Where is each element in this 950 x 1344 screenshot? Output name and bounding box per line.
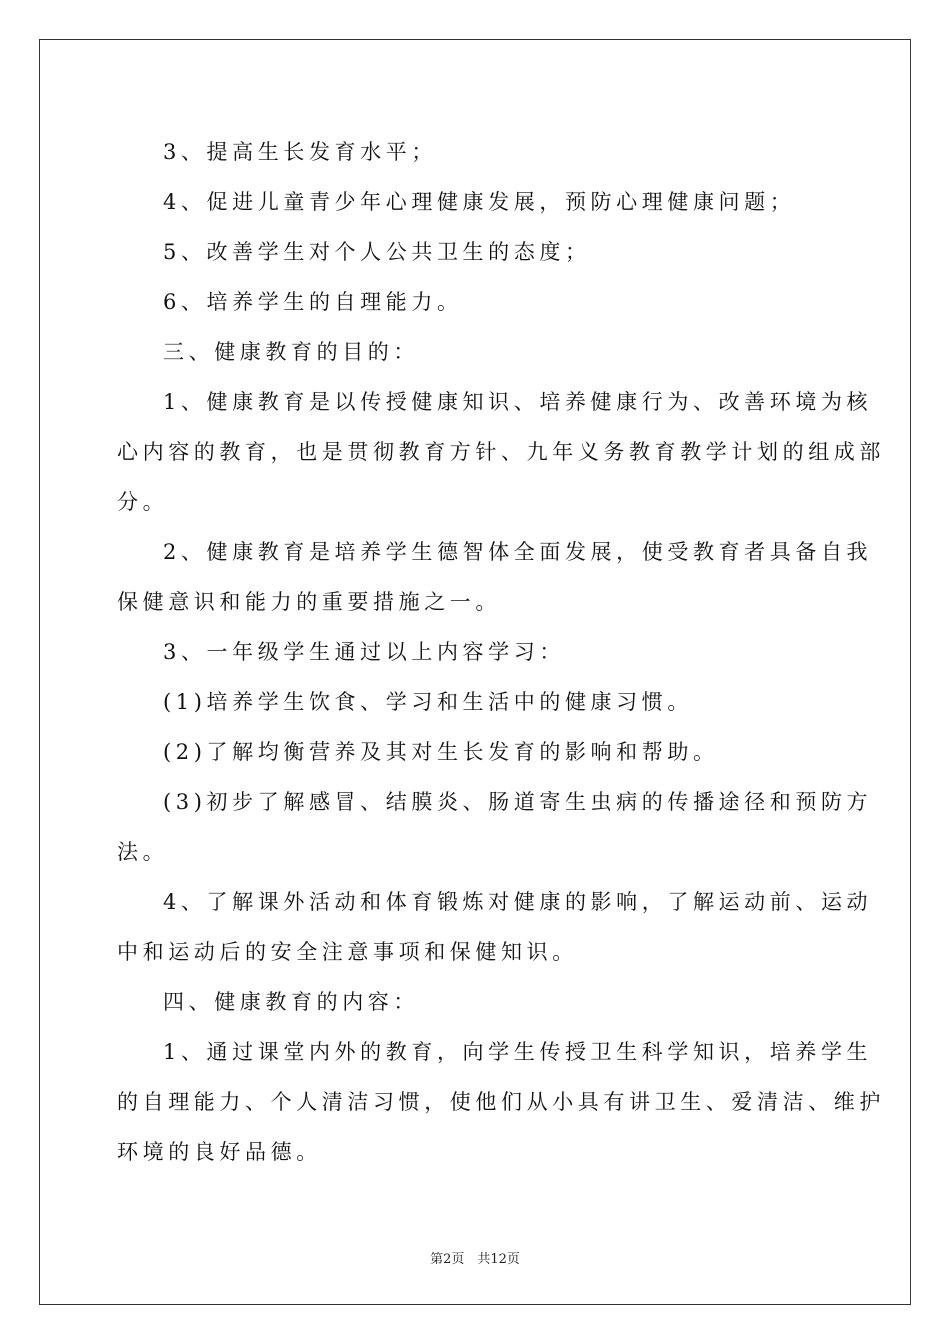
- text-line: 2、健康教育是培养学生德智体全面发展，使受教育者具备自我: [163, 540, 873, 564]
- text-line: 5、改善学生对个人公共卫生的态度；: [163, 240, 591, 264]
- text-line: 1、通过课堂内外的教育，向学生传授卫生科学知识，培养学生: [163, 1040, 873, 1064]
- text-line: 1、健康教育是以传授健康知识、培养健康行为、改善环境为核: [163, 390, 873, 414]
- text-line: 3、一年级学生通过以上内容学习：: [163, 640, 565, 664]
- text-line: (2)了解均衡营养及其对生长发育的影响和帮助。: [163, 740, 719, 764]
- text-line: 法。: [117, 840, 169, 864]
- text-line: (1)培养学生饮食、学习和生活中的健康习惯。: [163, 690, 693, 714]
- text-line: 3、提高生长发育水平；: [163, 140, 437, 164]
- text-line: 的自理能力、个人清洁习惯，使他们从小具有讲卫生、爱清洁、维护: [117, 1090, 885, 1114]
- section-heading: 四、健康教育的内容：: [163, 990, 419, 1014]
- text-line: 4、促进儿童青少年心理健康发展，预防心理健康问题；: [163, 190, 796, 214]
- section-heading: 三、健康教育的目的：: [163, 340, 419, 364]
- text-line: 分。: [117, 490, 169, 514]
- page-number-footer: 第2页 共12页: [430, 1252, 520, 1267]
- text-line: 保健意识和能力的重要措施之一。: [117, 590, 501, 614]
- text-line: 中和运动后的安全注意事项和保健知识。: [117, 940, 578, 964]
- text-line: 6、培养学生的自理能力。: [163, 290, 463, 314]
- text-line: (3)初步了解感冒、结膜炎、肠道寄生虫病的传播途径和预防方: [163, 790, 873, 814]
- text-line: 环境的良好品德。: [117, 1140, 322, 1164]
- text-line: 4、了解课外活动和体育锻炼对健康的影响，了解运动前、运动: [163, 890, 873, 914]
- text-line: 心内容的教育，也是贯彻教育方针、九年义务教育教学计划的组成部: [117, 440, 885, 464]
